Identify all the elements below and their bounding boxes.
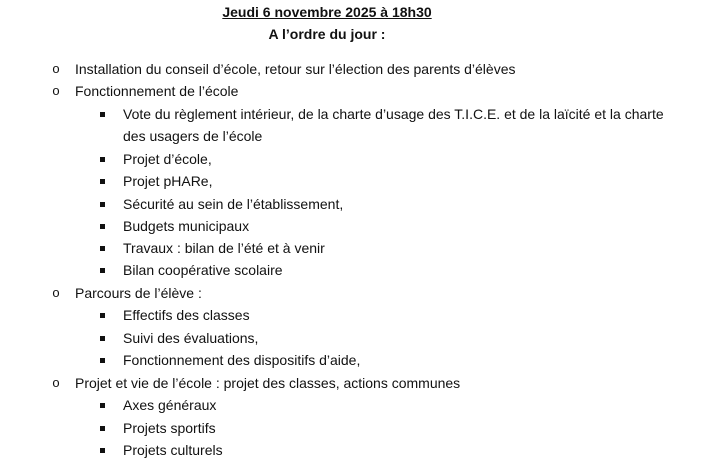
circle-bullet-icon: o bbox=[52, 83, 60, 98]
square-bullet-icon bbox=[100, 448, 105, 453]
sub-item bbox=[0, 148, 709, 170]
sub-item bbox=[0, 215, 709, 237]
sub-item-label: Projet d’école, bbox=[123, 151, 212, 167]
sub-item-label: Projet pHARe, bbox=[123, 173, 213, 189]
square-bullet-icon bbox=[100, 336, 105, 341]
square-bullet-icon bbox=[100, 157, 105, 162]
sub-item bbox=[0, 304, 709, 326]
square-bullet-icon bbox=[100, 224, 105, 229]
sub-item-label-continued: des usagers de l’école bbox=[123, 128, 263, 144]
meeting-date: Jeudi 6 novembre 2025 à 18h30 bbox=[222, 4, 432, 20]
sub-item bbox=[0, 394, 709, 416]
agenda-item-label: Parcours de l’élève : bbox=[75, 285, 202, 301]
sub-item-label: Effectifs des classes bbox=[123, 307, 250, 323]
sub-item bbox=[0, 193, 709, 215]
square-bullet-icon bbox=[100, 358, 105, 363]
sub-item bbox=[0, 417, 709, 439]
square-bullet-icon bbox=[100, 246, 105, 251]
square-bullet-icon bbox=[100, 112, 105, 117]
sub-item-label: Budgets municipaux bbox=[123, 218, 250, 234]
agenda-item-4 bbox=[0, 372, 709, 394]
sub-item-label: Sécurité au sein de l’établissement, bbox=[123, 196, 344, 212]
sub-item bbox=[0, 103, 709, 125]
sub-item-label: Axes généraux bbox=[123, 397, 217, 413]
circle-bullet-icon: o bbox=[52, 375, 60, 390]
sub-item bbox=[0, 439, 709, 461]
circle-bullet-icon: o bbox=[52, 285, 60, 300]
agenda-title: A l’ordre du jour : bbox=[268, 26, 386, 42]
sub-item bbox=[0, 259, 709, 281]
agenda-item-label: Projet et vie de l’école : projet des classes, actions communes bbox=[75, 375, 461, 391]
square-bullet-icon bbox=[100, 202, 105, 207]
square-bullet-icon bbox=[100, 179, 105, 184]
agenda-item-label: Installation du conseil d’école, retour sur l’élection des parents d’élèves bbox=[75, 61, 516, 77]
circle-bullet-icon: o bbox=[52, 61, 60, 76]
agenda-item-1 bbox=[0, 58, 709, 80]
agenda-item-2 bbox=[0, 80, 709, 102]
sub-item-label: Travaux : bilan de l’été et à venir bbox=[123, 240, 325, 256]
sub-item bbox=[0, 237, 709, 259]
sub-item-label: Projets sportifs bbox=[123, 420, 216, 436]
sub-item-label: Vote du règlement intérieur, de la charte d’usage des T.I.C.E. et de la laïcité et la charte bbox=[123, 106, 664, 122]
sub-item bbox=[0, 349, 709, 371]
square-bullet-icon bbox=[100, 313, 105, 318]
square-bullet-icon bbox=[100, 268, 105, 273]
sub-item-label: Fonctionnement des dispositifs d’aide, bbox=[123, 352, 361, 368]
sub-item-label: Bilan coopérative scolaire bbox=[123, 262, 283, 278]
sub-item-label: Suivi des évaluations, bbox=[123, 330, 259, 346]
sub-item bbox=[0, 170, 709, 192]
agenda-item-label: Fonctionnement de l’école bbox=[75, 83, 239, 99]
square-bullet-icon bbox=[100, 403, 105, 408]
sub-item bbox=[0, 327, 709, 349]
square-bullet-icon bbox=[100, 426, 105, 431]
agenda-item-3 bbox=[0, 282, 709, 304]
sub-item-continuation bbox=[0, 125, 709, 147]
sub-item-label: Projets culturels bbox=[123, 442, 223, 458]
